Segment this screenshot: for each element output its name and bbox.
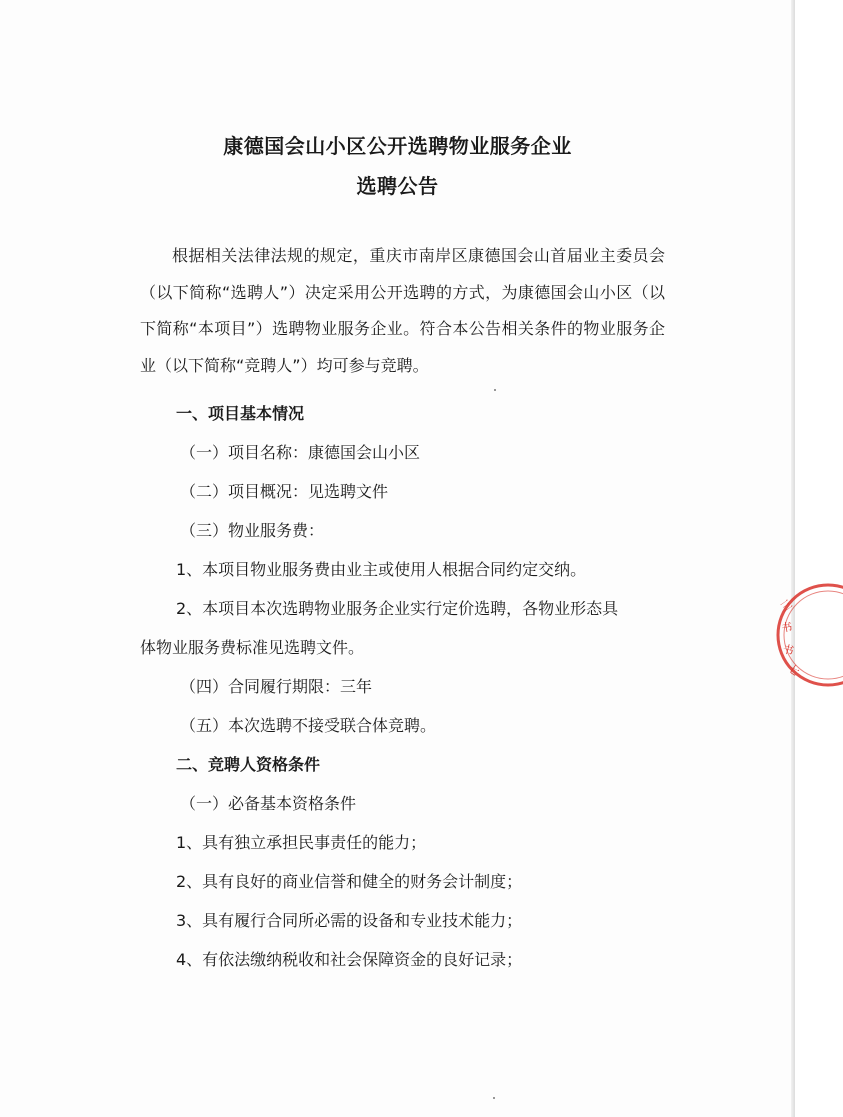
- document-subtitle: 选聘公告: [356, 174, 439, 198]
- red-seal-stamp: [773, 580, 843, 690]
- scan-edge-shadow: [791, 0, 795, 1117]
- section-2-heading: 二、竞聘人资格条件: [176, 755, 321, 774]
- scan-speck: [493, 1097, 495, 1099]
- svg-text:书: 书: [781, 642, 796, 658]
- fee-clause-2: 2、本项目本次选聘物业服务企业实行定价选聘，各物业形态具: [176, 599, 619, 618]
- fee-clause-1: 1、本项目物业服务费由业主或使用人根据合同约定交纳。: [176, 560, 587, 579]
- fee-clause-2-continued: 体物业服务费标准见选聘文件。: [140, 638, 365, 657]
- intro-paragraph: 根据相关法律法规的规定，重庆市南岸区康德国会山首届业主委员会（以下简称“选聘人”）决定采用公开选聘的方式，为康德国会山小区（以下简称“本项目”）选聘物业服务企业。符合本公告相关条件的物业服务企业（以下简称“竞聘人”）均可参与竞聘。: [140, 246, 665, 375]
- scan-speck: [494, 389, 496, 391]
- basic-qualification-subheading: （一）必备基本资格条件: [180, 794, 357, 813]
- requirement-4: 4、有依法缴纳税收和社会保障资金的良好记录；: [176, 950, 523, 969]
- requirement-2: 2、具有良好的商业信誉和健全的财务会计制度；: [176, 872, 523, 891]
- project-overview-item: （二）项目概况：见选聘文件: [180, 482, 389, 501]
- section-1-heading: 一、项目基本情况: [176, 404, 305, 423]
- service-fee-item: （三）物业服务费：: [180, 521, 325, 540]
- document-title: 康德国会山小区公开选聘物业服务企业: [223, 134, 572, 158]
- requirement-3: 3、具有履行合同所必需的设备和专业技术能力；: [176, 911, 523, 930]
- contract-term-item: （四）合同履行期限：三年: [180, 677, 373, 696]
- svg-text:三: 三: [778, 597, 795, 615]
- svg-text:七: 七: [785, 661, 802, 679]
- svg-text:书: 书: [780, 620, 794, 635]
- project-name-item: （一）项目名称：康德国会山小区: [180, 443, 421, 462]
- requirement-1: 1、具有独立承担民事责任的能力；: [176, 833, 427, 852]
- no-consortium-item: （五）本次选聘不接受联合体竞聘。: [180, 716, 437, 735]
